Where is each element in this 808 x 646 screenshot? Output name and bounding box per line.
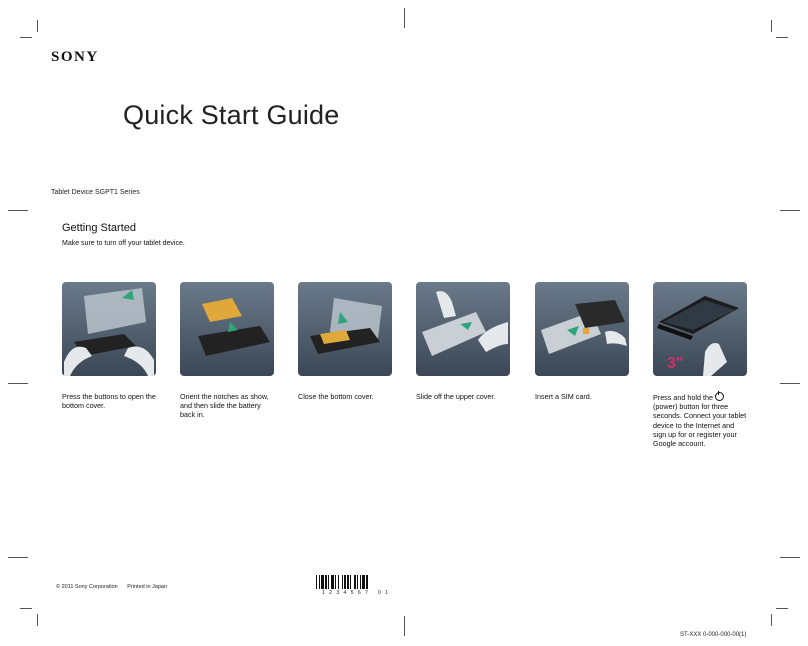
slide-upper-cover-illustration — [416, 282, 510, 376]
step-5 — [535, 282, 629, 401]
step-caption: Press the buttons to open the bottom cover. — [62, 392, 156, 411]
crop-mark — [37, 614, 38, 626]
printed-text: Printed in Japan — [127, 584, 168, 590]
crop-mark — [8, 210, 28, 211]
open-bottom-cover-illustration — [62, 282, 156, 376]
power-icon — [715, 392, 724, 401]
insert-sim-illustration — [535, 282, 629, 376]
step-6 — [653, 282, 747, 448]
crop-mark — [20, 37, 32, 38]
step-2 — [180, 282, 274, 420]
section-title: Getting Started — [62, 222, 136, 234]
step-3 — [298, 282, 392, 401]
step-caption: Slide off the upper cover. — [416, 392, 496, 401]
copyright-text: © 2011 Sony Corporation — [56, 584, 118, 590]
step-caption: Insert a SIM card. — [535, 392, 592, 401]
sony-logo: SONY — [51, 49, 99, 65]
step-caption: Orient the notches as show, and then slide the battery back in. — [180, 392, 269, 420]
crop-mark — [37, 20, 38, 32]
part-code: ST-XXX 0-000-000-00(1) — [680, 632, 747, 638]
step-caption: Close the bottom cover. — [298, 392, 374, 401]
crop-mark — [776, 608, 788, 609]
crop-mark — [771, 20, 772, 32]
footer-copyright — [56, 584, 167, 590]
crop-mark — [776, 37, 788, 38]
step-4 — [416, 282, 510, 401]
crop-mark — [8, 383, 28, 384]
crop-mark — [780, 557, 800, 558]
barcode — [316, 575, 386, 589]
step-caption — [653, 392, 749, 448]
insert-battery-illustration — [180, 282, 274, 376]
caption-text: (power) button for three seconds. Connect your tablet device to the Internet and sign up for or register your Google account. — [653, 402, 747, 449]
power-on-illustration — [653, 282, 747, 376]
crop-mark — [20, 608, 32, 609]
barcode-number: 1234567 01 — [322, 590, 393, 596]
step-1 — [62, 282, 156, 410]
page-title: Quick Start Guide — [123, 100, 340, 130]
crop-mark — [780, 383, 800, 384]
timer-label: 3" — [667, 355, 684, 372]
crop-mark — [780, 210, 800, 211]
crop-mark — [771, 614, 772, 626]
crop-mark — [404, 8, 405, 28]
product-name: Tablet Device SGPT1 Series — [51, 189, 140, 196]
close-bottom-cover-illustration — [298, 282, 392, 376]
crop-mark — [8, 557, 28, 558]
crop-mark — [404, 616, 405, 636]
caption-text: Press and hold the — [653, 393, 713, 402]
intro-text: Make sure to turn off your tablet device. — [62, 240, 185, 247]
